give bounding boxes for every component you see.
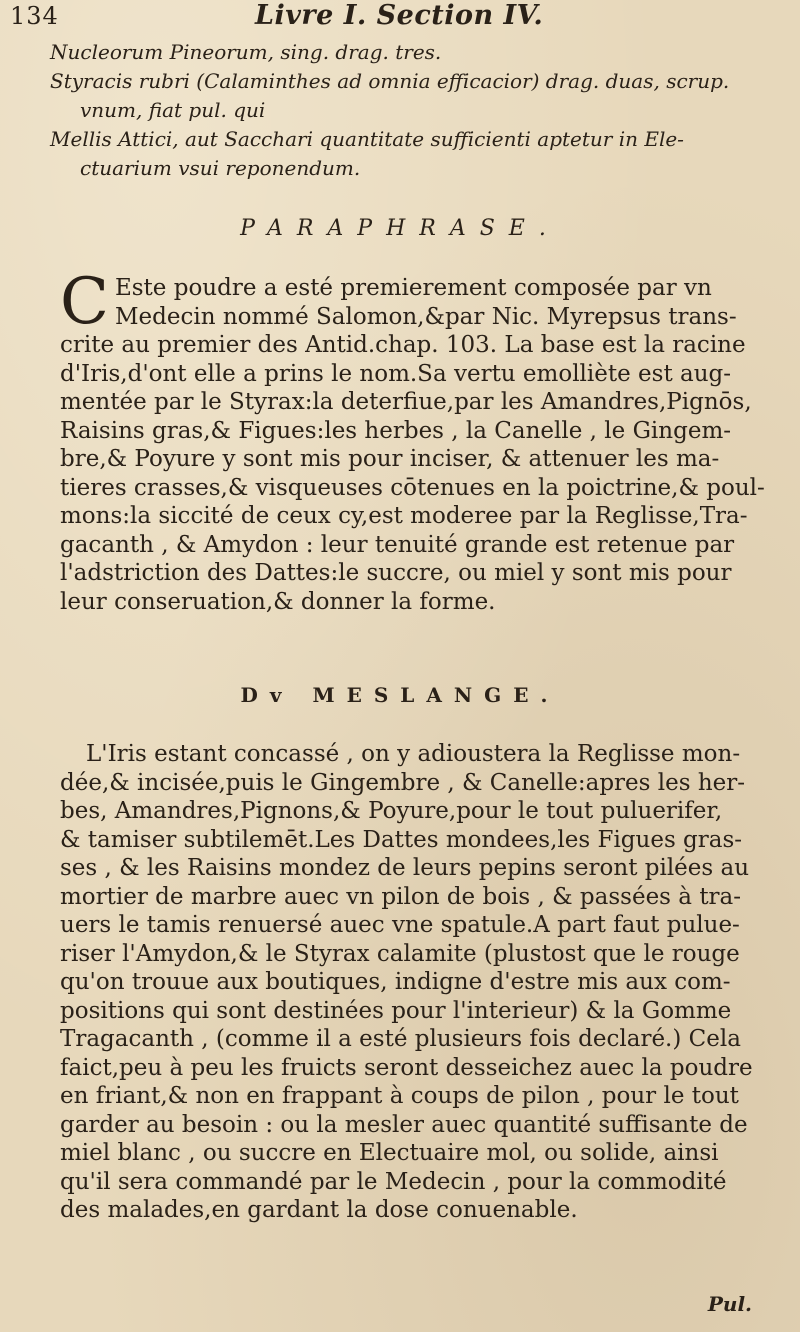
running-head: Livre I. Section IV. [255, 0, 544, 31]
section-heading-meslange: Dv MESLANGE. [240, 683, 560, 707]
recipe-line: Nucleorum Pineorum, sing. drag. tres. [50, 40, 442, 64]
meslange-paragraph [60, 740, 770, 1225]
text-line: crite au premier des Antid.chap. 103. La base est la racine [60, 332, 746, 358]
page-header [0, 0, 800, 40]
text-line: L'Iris estant concassé , on y adioustera la Reglisse mon- [86, 741, 741, 767]
text-line: en friant,& non en frappant à coups de pilon , pour le tout [60, 1083, 739, 1109]
text-line: & tamiser subtilemēt.Les Dattes mondees,les Figues gras- [60, 826, 743, 853]
recipe-line: Styracis rubri (Calaminthes ad omnia efficacior) drag. duas, scrup. [50, 69, 730, 93]
text-line: Raisins gras,& Figues:les herbes , la Canelle , le Gingem- [60, 417, 732, 444]
text-line: mons:la siccité de ceux cy,est moderee par la Reglisse,Tra- [60, 503, 748, 529]
text-line: des malades,en gardant la dose conuenable. [60, 1197, 578, 1223]
text-line: uers le tamis renuersé auec vne spatule.A part faut pulue- [60, 912, 740, 938]
text-line: garder au besoin : ou la mesler auec quantité suffisante de [60, 1111, 748, 1138]
text-line: Este poudre a esté premierement composée par vn [114, 275, 712, 301]
text-line: riser l'Amydon,& le Styrax calamite (plustost que le rouge [60, 940, 740, 967]
text-line: leur conseruation,& donner la forme. [60, 588, 496, 615]
text-line: l'adstriction des Dattes:le succre, ou miel y sont mis pour [60, 560, 732, 586]
recipe-line: Mellis Attici, aut Sacchari quantitate sufficienti aptetur in Ele- [50, 127, 684, 151]
text-line: d'Iris,d'ont elle a prins le nom.Sa vertu emolliète est aug- [60, 360, 732, 387]
text-line: gacanth , & Amydon : leur tenuité grande est retenue par [60, 531, 735, 558]
text-line: positions qui sont destinées pour l'interieur) & la Gomme [60, 997, 732, 1024]
recipe-line: vnum, fiat pul. qui [80, 98, 266, 122]
text-line: Tragacanth , (comme il a esté plusieurs fois declaré.) Cela [60, 1026, 741, 1052]
page-number: 134 [10, 2, 59, 30]
text-line: mortier de marbre auec vn pilon de bois , & passées à tra- [60, 883, 742, 910]
recipe-line: ctuarium vsui reponendum. [80, 156, 361, 180]
text-line: qu'il sera commandé par le Medecin , pour la commodité [60, 1168, 727, 1195]
catchword: Pul. [707, 1292, 752, 1316]
text-line: miel blanc , ou succre en Electuaire mol, ou solide, ainsi [60, 1140, 719, 1166]
text-line: bes, Amandres,Pignons,& Poyure,pour le tout puluerifer, [60, 798, 723, 824]
recipe-block [50, 38, 770, 183]
text-line: qu'on trouue aux boutiques, indigne d'estre mis aux com- [60, 969, 731, 995]
text-line: mentée par le Styrax:la deterfiue,par les Amandres,Pignōs, [60, 389, 752, 415]
text-line: tieres crasses,& visqueuses cōtenues en la poictrine,& poul- [60, 474, 765, 501]
section-heading-paraphrase: PARAPHRASE. [240, 216, 560, 241]
text-line: bre,& Poyure y sont mis pour inciser, & attenuer les ma- [60, 446, 720, 472]
text-line: ses , & les Raisins mondez de leurs pepins seront pilées au [60, 855, 750, 881]
text-line: Medecin nommé Salomon,&par Nic. Myrepsus trans- [114, 303, 737, 330]
drop-cap: C [60, 265, 109, 339]
text-line: faict,peu à peu les fruicts seront desseichez auec la poudre [60, 1054, 753, 1081]
text-line: dée,& incisée,puis le Gingembre , & Canelle:apres les her- [60, 769, 746, 796]
paraphrase-paragraph [60, 265, 770, 616]
